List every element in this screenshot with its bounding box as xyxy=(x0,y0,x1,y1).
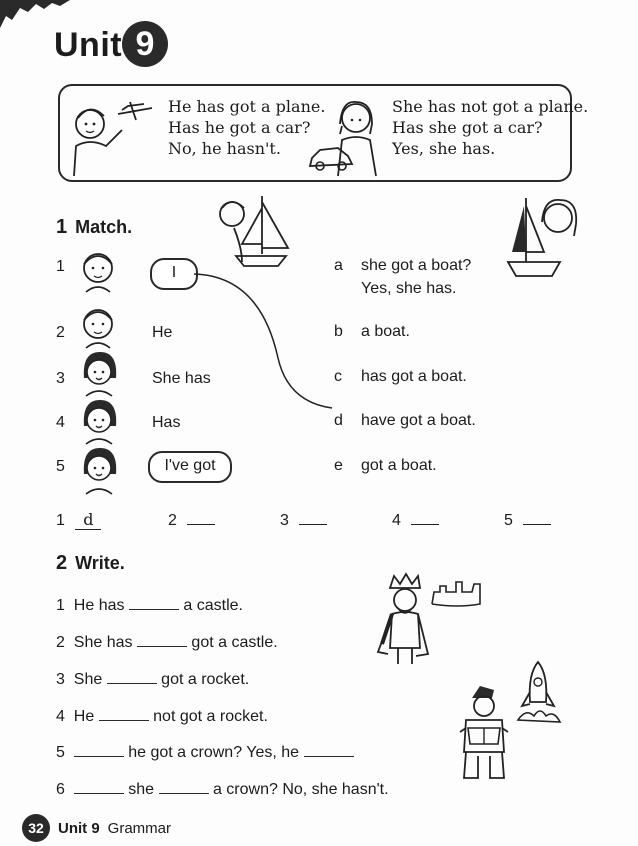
exercise1-heading xyxy=(56,216,132,239)
answer-slot[interactable] xyxy=(168,510,215,530)
option-text-line2: Yes, she has. xyxy=(361,280,457,297)
exercise2-title: Write. xyxy=(75,553,125,573)
write-line-number: 1 xyxy=(56,597,65,614)
answer-number: 5 xyxy=(504,512,513,529)
unit-number-badge: 9 xyxy=(122,21,168,67)
write-line-text: She xyxy=(73,671,103,688)
king-with-castle-icon xyxy=(362,574,492,666)
answer-slot[interactable] xyxy=(56,510,101,530)
answer-blank[interactable] xyxy=(299,510,327,525)
girl-with-boat-icon xyxy=(504,192,584,288)
write-line-text: a castle. xyxy=(183,597,243,614)
girl-with-car-icon xyxy=(298,96,386,176)
answer-slot[interactable] xyxy=(280,510,327,530)
answer-number: 1 xyxy=(56,512,65,529)
grammar-left-line: No, he hasn't. xyxy=(168,139,281,158)
grammar-right-line: Has she got a car? xyxy=(392,118,543,137)
write-blank[interactable] xyxy=(159,779,209,794)
page-number-badge: 32 xyxy=(22,814,50,842)
grammar-left-line: Has he got a car? xyxy=(168,118,311,137)
write-blank[interactable] xyxy=(129,595,179,610)
bubble-text: I've got xyxy=(164,457,216,474)
write-line-number: 4 xyxy=(56,708,65,725)
option-text: a boat. xyxy=(361,323,410,340)
write-line xyxy=(56,669,249,689)
write-line xyxy=(56,742,354,762)
write-line-text: not got a rocket. xyxy=(153,708,268,725)
answer-blank[interactable] xyxy=(523,510,551,525)
option-text: she got a boat? xyxy=(361,257,472,274)
boy-face-icon xyxy=(78,302,118,348)
write-blank[interactable] xyxy=(99,706,149,721)
option-text: has got a boat. xyxy=(361,368,467,385)
option-letter: d xyxy=(334,412,343,429)
answer-blank[interactable] xyxy=(411,510,439,525)
boy-with-plane-icon xyxy=(66,94,158,176)
write-line-text: got a castle. xyxy=(191,634,278,651)
write-line xyxy=(56,595,243,615)
grammar-right-line: She has not got a plane. xyxy=(392,97,589,116)
match-item-text: She has xyxy=(152,370,211,387)
knight-with-book-icon xyxy=(452,682,516,784)
write-line-text: He xyxy=(73,708,95,725)
exercise2-heading xyxy=(56,552,125,575)
grammar-right-text xyxy=(392,96,588,159)
exercise1-title: Match. xyxy=(75,217,133,237)
match-item-number: 4 xyxy=(56,414,65,431)
match-item-number: 3 xyxy=(56,370,65,387)
answer-number: 4 xyxy=(392,512,401,529)
write-line xyxy=(56,632,278,652)
option-text: have got a boat. xyxy=(361,412,476,429)
write-line xyxy=(56,706,268,726)
option-letter: b xyxy=(334,323,343,340)
match-item-text: He xyxy=(152,324,173,341)
answer-blank[interactable] xyxy=(187,510,215,525)
write-blank[interactable] xyxy=(107,669,157,684)
girl-face-icon xyxy=(78,444,120,494)
write-blank[interactable] xyxy=(137,632,187,647)
answer-number: 3 xyxy=(280,512,289,529)
option-letter: a xyxy=(334,257,343,274)
option-letter: c xyxy=(334,368,342,385)
grammar-left-line: He has got a plane. xyxy=(168,97,326,116)
exercise1-number: 1 xyxy=(56,216,68,238)
write-line-text: he got a crown? Yes, he xyxy=(128,744,300,761)
unit-title: Unit xyxy=(54,26,123,64)
write-line-text: got a rocket. xyxy=(161,671,250,688)
write-line-number: 5 xyxy=(56,744,65,761)
write-line xyxy=(56,779,389,799)
write-line-text: she xyxy=(128,781,155,798)
answer-number: 2 xyxy=(168,512,177,529)
exercise2-number: 2 xyxy=(56,552,68,574)
match-item-number: 2 xyxy=(56,324,65,341)
option-text: got a boat. xyxy=(361,457,437,474)
speech-bubble-ive-got xyxy=(148,451,232,483)
grammar-right-line: Yes, she has. xyxy=(392,139,496,158)
answer-slot[interactable] xyxy=(504,510,551,530)
write-blank[interactable] xyxy=(74,779,124,794)
option-letter: e xyxy=(334,457,343,474)
bubble-text: I xyxy=(171,264,177,281)
write-line-text: She has xyxy=(73,634,133,651)
write-blank[interactable] xyxy=(74,742,124,757)
write-line-number: 2 xyxy=(56,634,65,651)
match-connector-line xyxy=(190,268,340,418)
footer-unit: Unit 9 xyxy=(58,820,100,837)
answer-blank-filled[interactable]: d xyxy=(75,510,101,530)
footer-section: Grammar xyxy=(107,820,172,837)
match-item-number: 5 xyxy=(56,458,65,475)
match-item-text: Has xyxy=(152,414,181,431)
boy-face-icon xyxy=(78,246,118,292)
write-line-number: 6 xyxy=(56,781,65,798)
write-blank[interactable] xyxy=(304,742,354,757)
girl-face-icon xyxy=(78,396,120,444)
match-item-number: 1 xyxy=(56,258,65,275)
girl-face-icon xyxy=(78,348,120,396)
write-line-text: a crown? No, she hasn't. xyxy=(212,781,389,798)
boy-with-boat-icon xyxy=(212,192,294,278)
footer-label xyxy=(58,820,171,837)
write-line-text: He has xyxy=(73,597,125,614)
rocket-icon xyxy=(512,660,564,726)
answer-slot[interactable] xyxy=(392,510,439,530)
write-line-number: 3 xyxy=(56,671,65,688)
